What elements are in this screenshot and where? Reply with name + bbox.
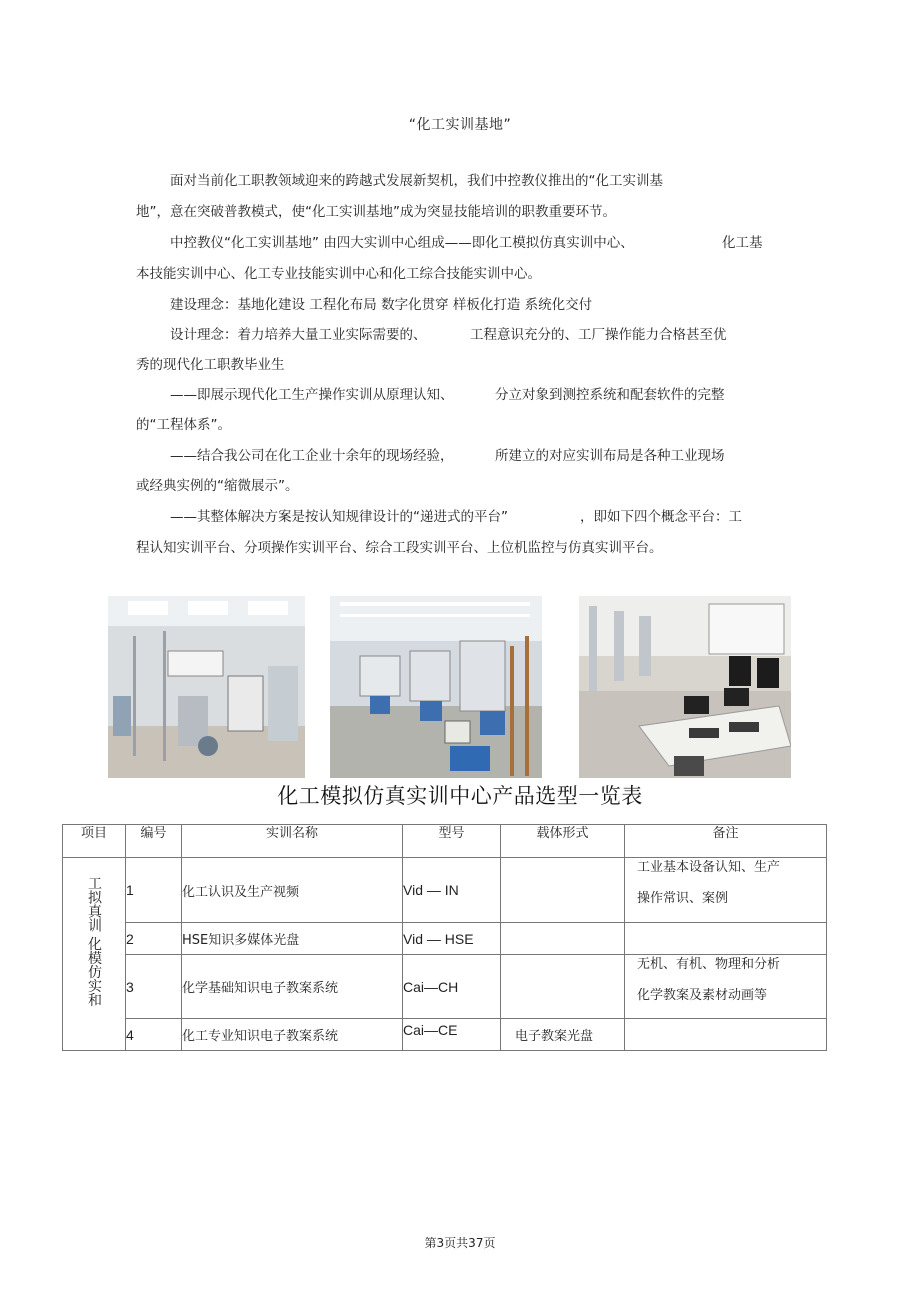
paragraph-line: 地”，意在突破普教模式，使“化工实训基地”成为突显技能培训的职教重要环节。 [136,204,616,220]
row-number: 3 [126,955,182,1019]
row-name: HSE知识多媒体光盘 [182,923,403,955]
row-remark [625,858,827,923]
paragraph-line: 分立对象到测控系统和配套软件的完整 [495,387,725,403]
lab-photo-hall [330,596,542,778]
header-project: 项目 [63,825,126,858]
row-carrier: 电子教案光盘 [501,1019,625,1051]
row-model: Cai—CE [403,1019,501,1051]
paragraph-line: 面对当前化工职教领域迎来的跨越式发展新契机，我们中控教仪推出的“化工实训基 [170,173,663,189]
row-number: 2 [126,923,182,955]
paragraph-line: 化工基 [722,235,763,251]
paragraph-line: ——即展示现代化工生产操作实训从原理认知、 [170,387,454,403]
row-remark [625,955,827,1019]
remark-line: 无机、有机、物理和分析 [637,957,781,972]
paragraph-line: 设计理念：着力培养大量工业实际需要的、 [170,327,427,343]
table-row [63,858,827,923]
table-title: 化工模拟仿真实训中心产品选型一览表 [277,784,643,808]
paragraph-line: 本技能实训中心、化工专业技能实训中心和化工综合技能实训中心。 [136,266,541,282]
lab-photo-equipment [108,596,305,778]
row-name: 化工认识及生产视频 [182,858,403,923]
product-selection-table [62,824,827,1051]
paragraph-line: 的“工程体系”。 [136,417,231,433]
paragraph-line: ——结合我公司在化工企业十余年的现场经验， [170,448,454,464]
row-model: Cai—CH [403,955,501,1019]
row-name: 化学基础知识电子教案系统 [182,955,403,1019]
row-carrier [501,955,625,1019]
paragraph-line: 工程意识充分的、工厂操作能力合格甚至优 [470,327,727,343]
paragraph-line: 程认知实训平台、分项操作实训平台、综合工段实训平台、上位机监控与仿真实训平台。 [136,540,663,556]
row-number: 4 [126,1019,182,1051]
row-carrier [501,923,625,955]
paragraph-line: ，即如下四个概念平台：工 [580,509,742,525]
paragraph-line: ——其整体解决方案是按认知规律设计的“递进式的平台” [170,509,508,525]
row-carrier [501,858,625,923]
header-training-name: 实训名称 [182,825,403,858]
row-model: Vid — HSE [403,923,501,955]
row-remark [625,1019,827,1051]
paragraph-line: 或经典实例的“缩微展示”。 [136,478,299,494]
header-model: 型号 [403,825,501,858]
header-remark: 备注 [625,825,827,858]
row-model: Vid — IN [403,858,501,923]
remark-line: 工业基本设备认知、生产 [637,860,781,875]
lab-photo-control-room [579,596,791,778]
paragraph-line: 秀的现代化工职教毕业生 [136,357,285,373]
header-number: 编号 [126,825,182,858]
remark-line: 化学教案及素材动画等 [637,988,768,1003]
table-row [63,955,827,1019]
header-carrier: 载体形式 [501,825,625,858]
row-name: 化工专业知识电子教案系统 [182,1019,403,1051]
group-label: 工拟真训 化模仿实和 [86,876,102,1007]
table-row [63,1019,827,1051]
remark-line: 操作常识、案例 [637,891,729,906]
paragraph-line: 所建立的对应实训布局是各种工业现场 [495,448,725,464]
row-number: 1 [126,858,182,923]
group-cell [63,858,126,1051]
page-footer: 第3页共37页 [424,1236,496,1250]
paragraph-line: 建设理念：基地化建设 工程化布局 数字化贯穿 样板化打造 系统化交付 [170,297,593,313]
paragraph-line: 中控教仪“化工实训基地” 由四大实训中心组成——即化工模拟仿真实训中心、 [170,235,634,251]
document-title: “化工实训基地” [408,117,512,133]
